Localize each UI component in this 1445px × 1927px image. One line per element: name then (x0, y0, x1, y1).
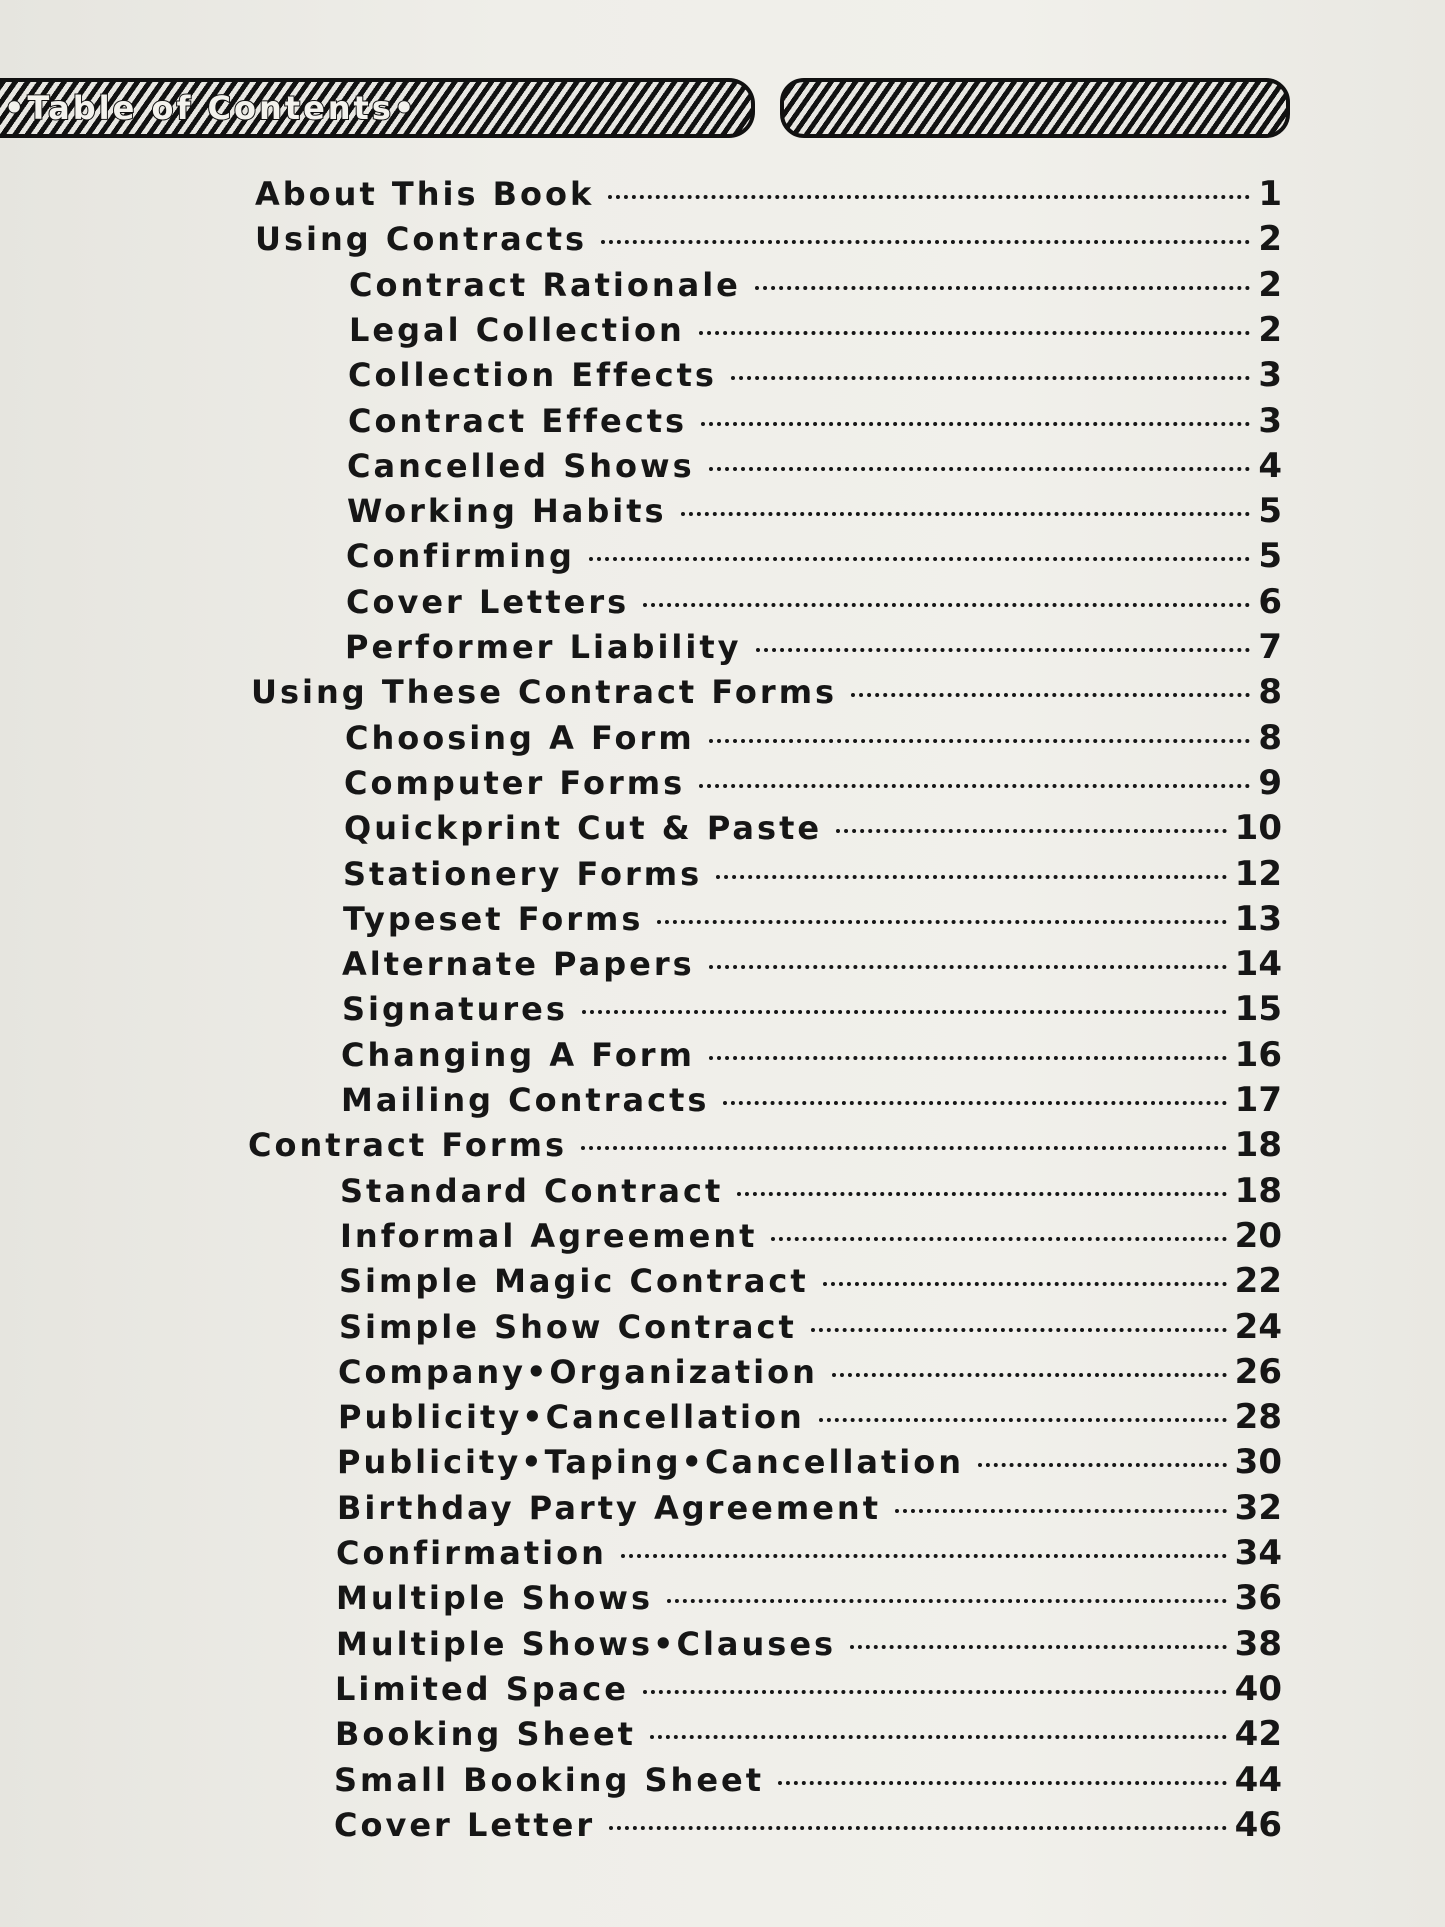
toc-entry-page-number: 20 (1234, 1216, 1282, 1256)
toc-entry-title: Publicity•Cancellation (338, 1398, 805, 1436)
toc-entry-title: Publicity•Taping•Cancellation (337, 1443, 965, 1481)
toc-entry-title: Using These Contract Forms (251, 673, 838, 711)
toc-entry-page-number: 30 (1234, 1442, 1282, 1482)
toc-entry-page-number: 7 (1258, 627, 1282, 667)
dot-leader (643, 603, 1250, 607)
toc-entry-title: Alternate Papers (342, 945, 695, 983)
toc-entry-title: Stationery Forms (343, 855, 703, 893)
toc-entry (336, 1622, 1282, 1666)
toc-entry-title: Company•Organization (338, 1353, 818, 1391)
toc-entry-title: About This Book (255, 175, 595, 213)
toc-entry (346, 534, 1282, 578)
dot-leader (723, 1101, 1226, 1105)
toc-entry-page-number: 22 (1234, 1261, 1282, 1301)
toc-entry (337, 1440, 1282, 1484)
dot-leader (681, 512, 1251, 516)
dot-leader (771, 1237, 1226, 1241)
toc-entry (336, 1576, 1282, 1620)
dot-leader (699, 784, 1250, 788)
dot-leader (667, 1599, 1227, 1603)
dot-leader (589, 557, 1250, 561)
toc-entry-title: Legal Collection (349, 311, 685, 349)
dot-leader (657, 920, 1226, 924)
dot-leader (609, 1826, 1227, 1830)
toc-entry (339, 1305, 1282, 1349)
toc-entry (346, 580, 1282, 624)
toc-entry (334, 1803, 1282, 1847)
toc-entry-page-number: 3 (1258, 401, 1282, 441)
toc-entry-title: Standard Contract (340, 1172, 724, 1210)
dot-leader (581, 1146, 1227, 1150)
dot-leader (811, 1328, 1227, 1332)
toc-entry-page-number: 44 (1234, 1760, 1282, 1800)
toc-entry (347, 444, 1282, 488)
toc-entry (340, 1214, 1282, 1258)
toc-entry-title: Simple Magic Contract (339, 1262, 809, 1300)
dot-leader (701, 422, 1250, 426)
toc-entry-page-number: 17 (1234, 1080, 1282, 1120)
decorative-banner (780, 78, 1290, 138)
toc-entry-page-number: 6 (1258, 582, 1282, 622)
dot-leader (755, 286, 1250, 290)
toc-entry-title: Contract Forms (248, 1126, 568, 1164)
toc-entry (344, 761, 1282, 805)
toc-entry-title: Limited Space (335, 1670, 629, 1708)
toc-entry-title: Performer Liability (345, 628, 742, 666)
toc-entry (251, 670, 1282, 714)
toc-entry-page-number: 18 (1234, 1171, 1282, 1211)
dot-leader (582, 1010, 1227, 1014)
dot-leader (709, 739, 1251, 743)
toc-entry-page-number: 5 (1258, 536, 1282, 576)
dot-leader (778, 1781, 1227, 1785)
toc-entry (340, 1169, 1282, 1213)
dot-leader (699, 331, 1251, 335)
dot-leader (895, 1509, 1227, 1513)
toc-entry-title: Quickprint Cut & Paste (344, 809, 823, 847)
toc-entry (347, 489, 1282, 533)
toc-entry-page-number: 32 (1234, 1488, 1282, 1528)
toc-entry-page-number: 2 (1258, 265, 1282, 305)
toc-entry-title: Confirming (346, 537, 575, 575)
toc-entry (338, 1395, 1282, 1439)
toc-entry (334, 1758, 1282, 1802)
dot-leader (832, 1373, 1227, 1377)
dot-leader (850, 1645, 1227, 1649)
toc-entry-title: Using Contracts (255, 220, 588, 258)
toc-entry-page-number: 1 (1258, 174, 1282, 214)
toc-entry-page-number: 26 (1234, 1352, 1282, 1392)
toc-entry-title: Choosing A Form (345, 719, 695, 757)
toc-entry-page-number: 28 (1234, 1397, 1282, 1437)
dot-leader (823, 1282, 1227, 1286)
toc-entry (344, 806, 1282, 850)
dot-leader (978, 1463, 1227, 1467)
toc-entry (337, 1486, 1282, 1530)
toc-entry-page-number: 9 (1258, 763, 1282, 803)
toc-entry-page-number: 5 (1258, 491, 1282, 531)
dot-leader (601, 240, 1250, 244)
toc-entry-title: Changing A Form (341, 1036, 695, 1074)
toc-entry-page-number: 38 (1234, 1624, 1282, 1664)
toc-entry-page-number: 8 (1258, 718, 1282, 758)
dot-leader (709, 965, 1227, 969)
toc-entry-page-number: 40 (1234, 1669, 1282, 1709)
toc-entry (343, 897, 1282, 941)
toc-entry-title: Working Habits (347, 492, 667, 530)
toc-entry (345, 716, 1282, 760)
toc-entry-title: Typeset Forms (343, 900, 644, 938)
toc-entry-page-number: 36 (1234, 1578, 1282, 1618)
toc-entry-title: Birthday Party Agreement (337, 1489, 881, 1527)
toc-entry (341, 1033, 1282, 1077)
dot-leader (621, 1554, 1227, 1558)
toc-entry-page-number: 12 (1234, 854, 1282, 894)
toc-entry-page-number: 10 (1234, 808, 1282, 848)
dot-leader (836, 829, 1227, 833)
toc-entry (339, 1259, 1282, 1303)
toc-entry-page-number: 24 (1234, 1307, 1282, 1347)
dot-leader (731, 376, 1250, 380)
dot-leader (716, 875, 1227, 879)
toc-entry-title: Confirmation (336, 1534, 607, 1572)
toc-entry (248, 1123, 1282, 1167)
toc-entry (349, 308, 1282, 352)
toc-entry-title: Multiple Shows•Clauses (336, 1625, 837, 1663)
dot-leader (819, 1418, 1227, 1422)
toc-entry (343, 852, 1282, 896)
toc-entry-page-number: 3 (1258, 355, 1282, 395)
toc-entry (255, 172, 1282, 216)
toc-entry-page-number: 2 (1258, 219, 1282, 259)
dot-leader (709, 467, 1251, 471)
toc-entry-title: Mailing Contracts (341, 1081, 710, 1119)
toc-entry (342, 987, 1282, 1031)
dot-leader (709, 1056, 1227, 1060)
toc-entry-page-number: 14 (1234, 944, 1282, 984)
toc-entry (348, 353, 1282, 397)
toc-entry-page-number: 34 (1234, 1533, 1282, 1573)
toc-entry-page-number: 16 (1234, 1035, 1282, 1075)
toc-entry-title: Cover Letters (346, 583, 630, 621)
toc-entry-title: Simple Show Contract (339, 1308, 797, 1346)
toc-entry (348, 399, 1282, 443)
toc-entry-title: Cancelled Shows (347, 447, 695, 485)
toc-title: •Table of Contents• (4, 89, 418, 127)
toc-entry-title: Cover Letter (334, 1806, 596, 1844)
toc-entry-page-number: 2 (1258, 310, 1282, 350)
toc-entry-title: Collection Effects (348, 356, 717, 394)
toc-entry (345, 625, 1282, 669)
toc-header-banner (0, 78, 755, 138)
toc-entry-page-number: 13 (1234, 899, 1282, 939)
dot-leader (650, 1735, 1227, 1739)
toc-entry-title: Multiple Shows (336, 1579, 653, 1617)
toc-entry (336, 1531, 1282, 1575)
toc-entry-title: Computer Forms (344, 764, 686, 802)
toc-entry-page-number: 18 (1234, 1125, 1282, 1165)
toc-entry-page-number: 46 (1234, 1805, 1282, 1845)
dot-leader (851, 693, 1250, 697)
dot-leader (608, 195, 1250, 199)
toc-entry-title: Contract Rationale (349, 266, 741, 304)
toc-entry-page-number: 4 (1258, 446, 1282, 486)
dot-leader (756, 648, 1251, 652)
toc-entry-title: Contract Effects (348, 402, 688, 440)
toc-entry-title: Signatures (342, 990, 568, 1028)
toc-entry-title: Small Booking Sheet (334, 1761, 765, 1799)
toc-entry (342, 942, 1282, 986)
toc-entry-page-number: 8 (1258, 672, 1282, 712)
toc-entry (338, 1350, 1282, 1394)
toc-entry-page-number: 42 (1234, 1714, 1282, 1754)
toc-entry (349, 263, 1282, 307)
toc-entry-title: Booking Sheet (335, 1715, 636, 1753)
dot-leader (737, 1192, 1226, 1196)
toc-entry (335, 1712, 1282, 1756)
toc-entry (335, 1667, 1282, 1711)
toc-entry-title: Informal Agreement (340, 1217, 758, 1255)
toc-entry (341, 1078, 1282, 1122)
toc-entry-page-number: 15 (1234, 989, 1282, 1029)
toc-entry (255, 217, 1282, 261)
dot-leader (643, 1690, 1227, 1694)
